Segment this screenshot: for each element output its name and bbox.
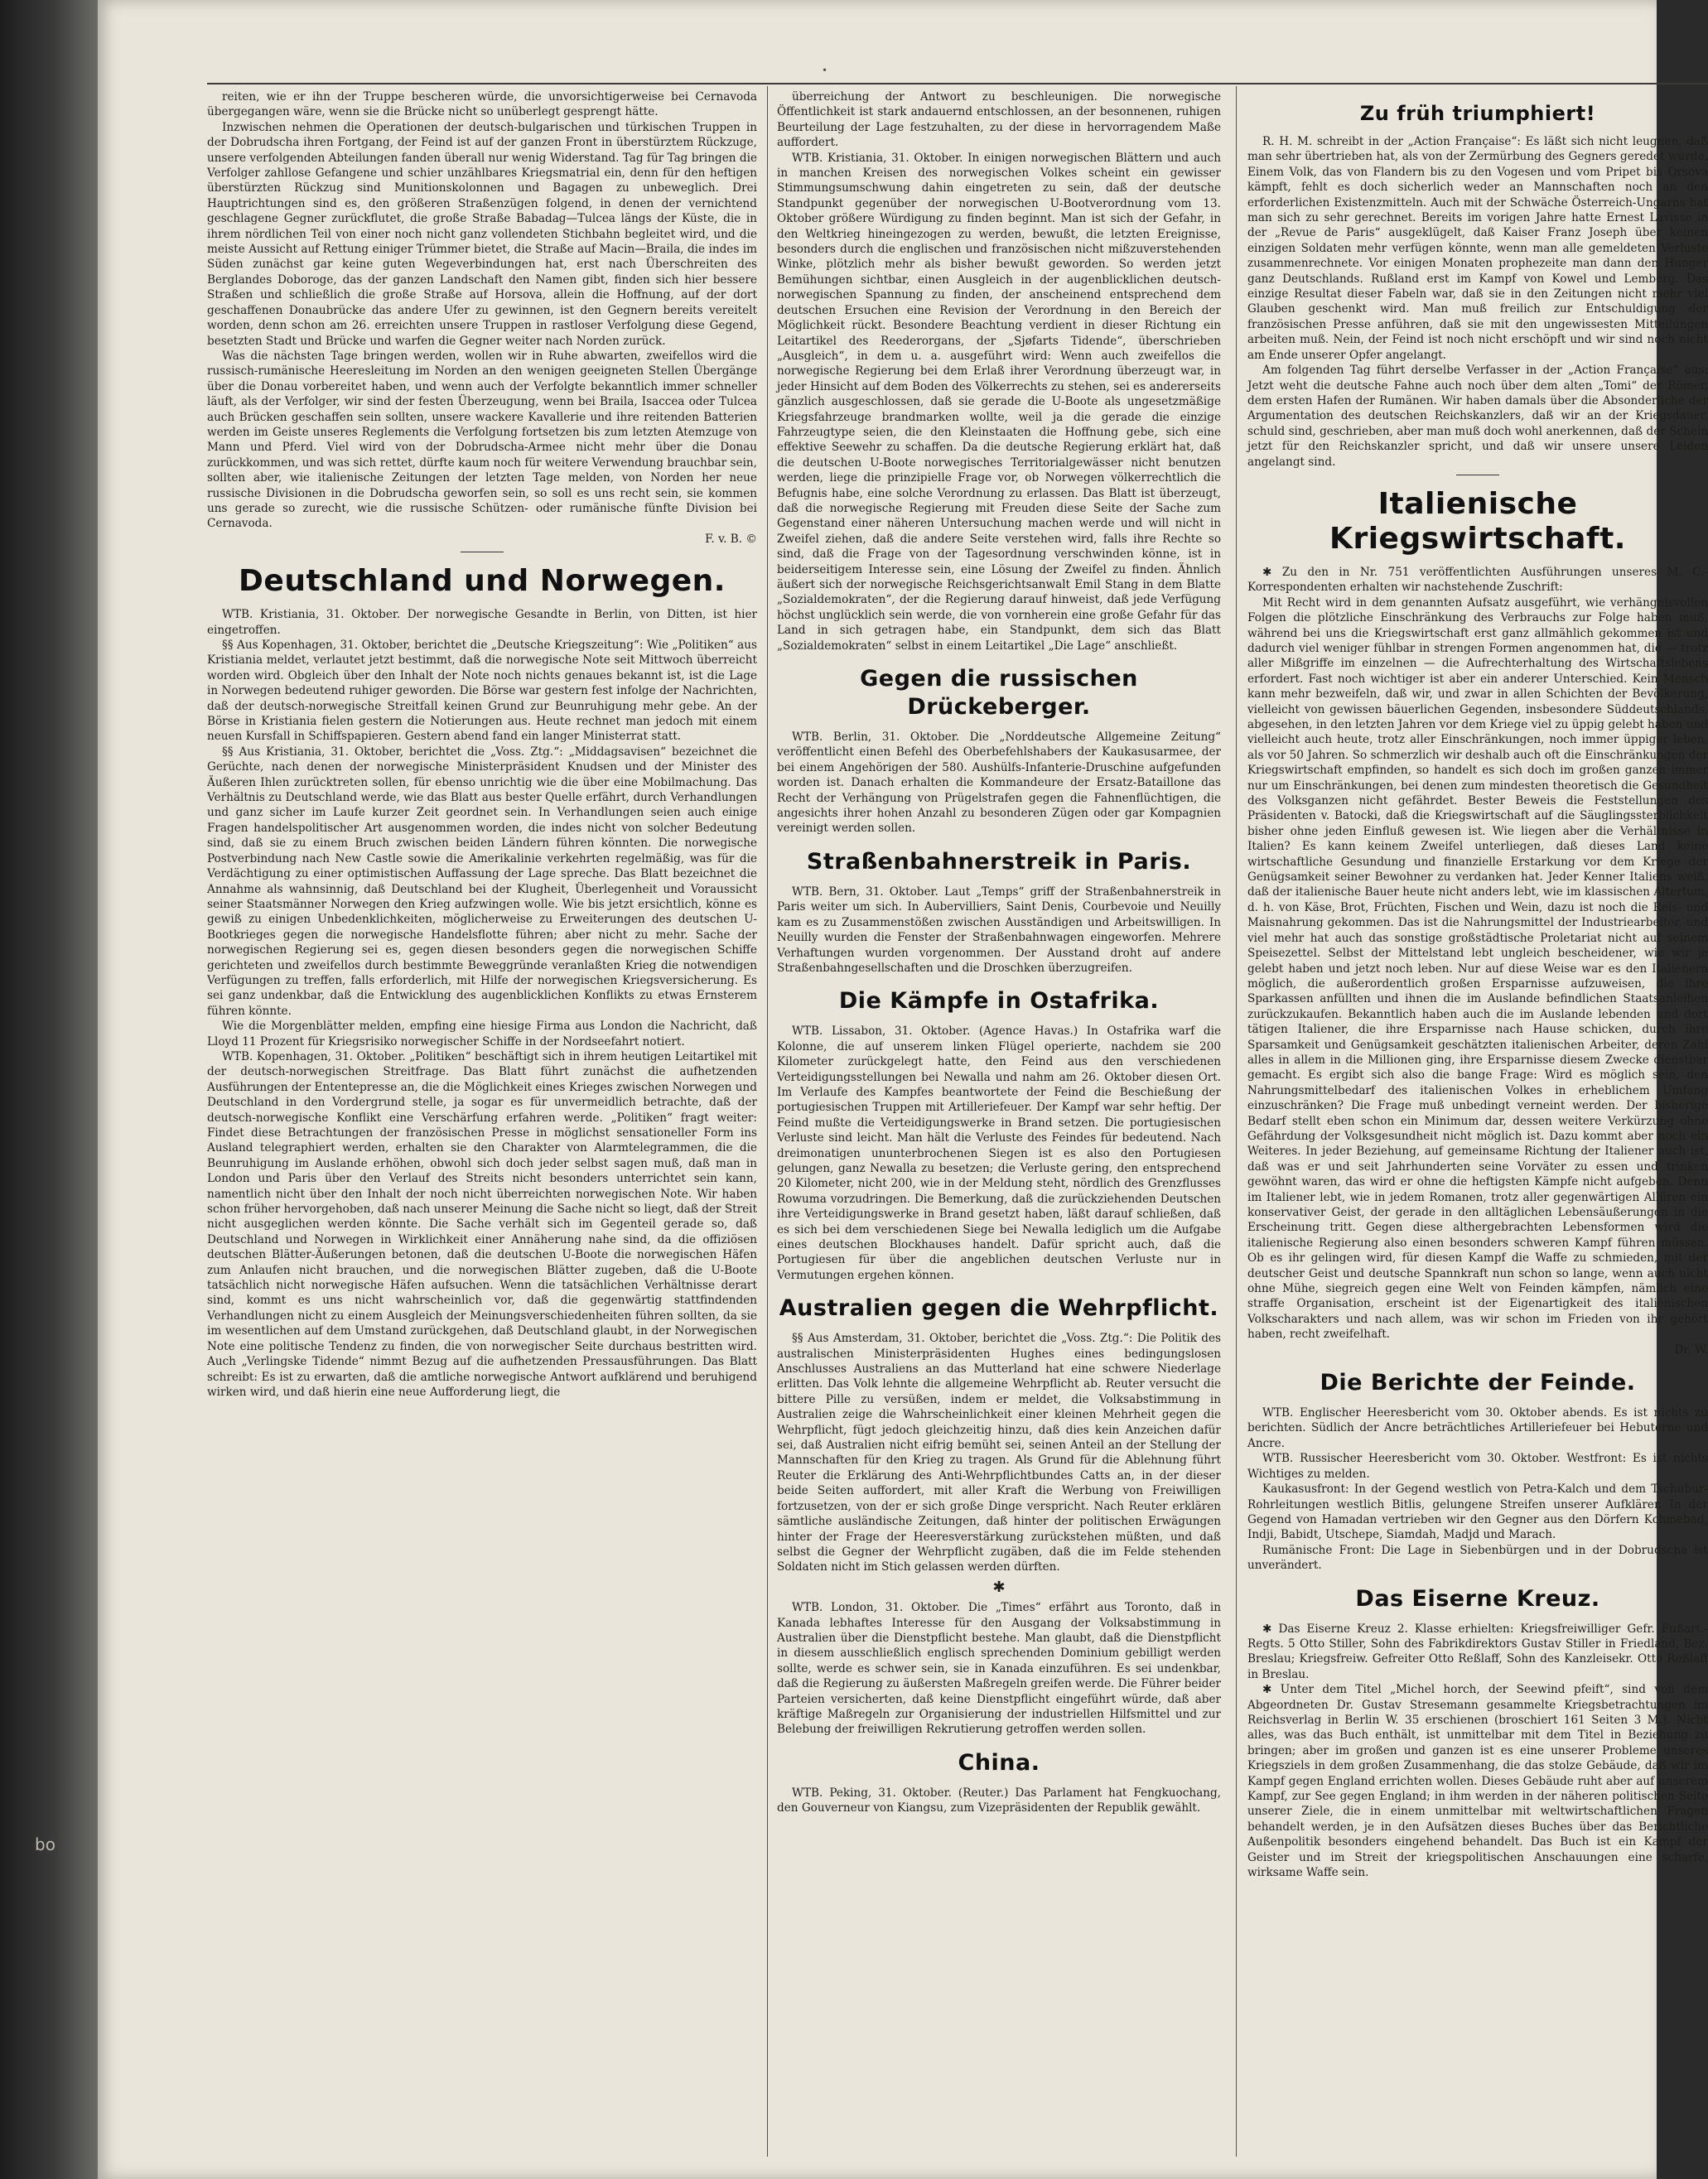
paragraph: WTB. Peking, 31. Oktober. (Reuter.) Das Parlament hat Fengkuochang, den Gouverneur von Kiangsu, zum Vizepräsidenten der Republik gewählt.	[777, 1786, 1221, 1815]
paragraph: WTB. Russischer Heeresbericht vom 30. Oktober. Westfront: Es ist nichts Wichtiges zu melden.	[1247, 1452, 1708, 1481]
headline: China.	[958, 1749, 1040, 1776]
headline: Zu früh triumphiert!	[1359, 102, 1596, 125]
star-separator-icon: ✱	[992, 1578, 1006, 1596]
paragraph: Mit Recht wird in dem genannten Aufsatz ausgeführt, wie verhängnisvollen Folgen die plötzliche Einschränkung des Verbrauchs zur Folge haben muß, während bei uns die Kriegswirtschaft erst ganz allmählich gekommen ist und dadurch viel weniger fühlbar in strengen Formen angenommen hat, die — trotz aller Mißgriffe im einzelnen — die Aufrechterhaltung des Wirtschaftslebens erfordert. Fast noch wichtiger ist aber ein anderer Unterschied. Kein Mensch kann mehr bezweifeln, daß wir, und zwar in allen Schichten der Bevölkerung, vielleicht von gewissen bäuerlichen Gegenden, insbesondere Süddeutschlands, abgesehen, in den letzten Jahren vor dem Kriege viel zu üppig gelebt haben und vielleicht auch heute, trotz aller Einschränkungen, noch immer üppiger leben, als vor 50 Jahren. So schmerzlich wir deshalb auch oft die Einschränkungen der Kriegswirtschaft empfinden, so handelt es sich doch im großen ganzen immer nur um Einschränkungen, bei denen zum mindesten theoretisch die Gesundheit des Volksganzen nicht gefährdet. Bester Beweis die Feststellungen des Präsidenten v. Batocki, daß die Kriegswirtschaft auf die Säuglingssterblichkeit bisher ohne jeden Einfluß gewesen ist. Wie liegen aber die Verhältnisse in Italien? Es kann keinem Zweifel unterliegen, daß dieses Land keine wirtschaftliche Gesundung und finanzielle Erstarkung vor dem Kriege der Genügsamkeit seiner Bewohner zu verdanken hat. Jeder Kenner Italiens weiß, daß der italienische Bauer heute nicht anders lebt, wie im klassischen Altertum, d. h. von Käse, Brot, Früchten, Fischen und Wein, dazu ist noch die Reis- und Maisnahrung gekommen. Das ist die Nahrungsmittel der Industriearbeiter, und viel mehr hat auch das sonstige großstädtische Proletariat nicht auf seinem Speisezettel. Selbst der Mittelstand lebt ungleich bescheidener, wie wir je gelebt haben und jetzt noch leben. Nur auf diese Weise war es den Italienern möglich, die außerordentlich großen Ersparnisse aufzuweisen, die ihre Sparkassen anfüllten und ihnen die im Auslande befindlichen Staatsanleihen zurückzukaufen. Bekanntlich haben auch die im Auslande lebenden und dort tätigen Italiener, die ihre Ersparnisse nach Hause schicken, durch ihre Sparsamkeit und Genügsamkeit geschätzten italienischen Arbeiter, deren Zahl alles in allem in die Millionen ging, ihre Ersparnisse diesem Zwecke dienstbar gemacht. Es ergibt sich also die bange Frage: Wird es möglich sein, den Nahrungsmittelbedarf des italienischen Volkes in erheblichem Umfang einzuschränken? Die Frage muß unbedingt verneint werden. Der bisherige Bedarf stellt eben schon ein Minimum dar, dessen weitere Verkürzung ohne Gefährdung der Volksgesundheit nicht möglich ist. Dazu kommt aber noch ein Weiteres. In jeder Beziehung, auf gemeinsame Richtung der Italiener auch ist, daß was er und seit Jahrhunderten seine Vorväter zu essen und trinken gewöhnt waren, das wird er ohne die heftigsten Kämpfe nicht aufgeben. Denn im Italiener lebt, wie in jedem Romanen, trotz aller gegenwärtigen Allüren ein konservativer Geist, der gerade in den alltäglichen Lebensäußerungen in die Erscheinung tritt. Gegen diese althergebrachten Lebensformen wird die italienische Regierung also einen besonders schweren Kampf führen müssen. Ob es ihr gelingen wird, für diesen Kampf die Waffe zu schmieden, mit der deutscher Geist und deutsche Spannkraft nun schon so lange, wenn auch nicht ohne Mühe, siegreich gegen eine Welt von Feinden kämpfen, nämlich eine straffe Organisation, erscheint ist der Eigenartigkeit des italienischen Volkscharakters und nach allem, was wir schon im Frieden von ihr gehört haben, recht zweifelhaft.	[1247, 595, 1708, 1342]
headline: Deutschland und Norwegen.	[239, 564, 726, 599]
paragraph: reiten, wie er ihn der Truppe bescheren würde, die unvorsichtigerweise bei Cernavoda übergegangen wäre, wenn sie die Brücke nicht so unüberlegt gesprengt hätte.	[207, 90, 757, 119]
headline: Straßenbahnerstreik in Paris.	[806, 848, 1192, 875]
signature: Dr. W.	[1674, 1343, 1708, 1357]
paragraph: §§ Aus Kopenhagen, 31. Oktober, berichtet die „Deutsche Kriegszeitung“: Wie „Politiken“ aus Kristiania meldet, verlautet jetzt bestimmt, daß die norwegische Note seit Mittwoch überreicht worden wird. Obgleich über den Inhalt der Note noch nichts genaues bekannt ist, ist die Lage in Norwegen bedeutend ruhiger geworden. Die Börse war gestern fest infolge der Nachrichten, daß der deutsch-norwegische Streitfall keinen Grund zur Beunruhigung mehr gebe. An der Börse in Kristiania fielen gestern die Notierungen aus. Heute rechnet man jedoch mit einem neuen Kursfall in Schiffspapieren. Gestern abend fand ein langer Ministerrat statt.	[207, 639, 757, 744]
paragraph: Rumänische Front: Die Lage in Siebenbürgen und in der Dobrudscha ist unverändert.	[1247, 1543, 1708, 1573]
newspaper-page	[98, 0, 1708, 2179]
paragraph: §§ Aus Amsterdam, 31. Oktober, berichtet die „Voss. Ztg.“: Die Politik des australischen Ministerpräsidenten Hughes eines bedingungslosen Anschlusses Australiens an das Mutterland hat eine schwere Niederlage erlitten. Das Volk lehnte die allgemeine Wehrpflicht ab. Reuter versucht die bittere Pille zu versüßen, indem er meldet, die Volksabstimmung in Australien zeige die Wahrscheinlichkeit einer kleinen Mehrheit gegen die Wehrpflicht, fügt jedoch gleichzeitig hinzu, daß dies kein Anzeichen dafür sei, daß Australien nicht eifrig bemüht sei, seinen Anteil an der Stellung der Mannschaften für den Krieg zu tragen. Als Grund für die Ablehnung führt Reuter die Erklärung des Anti-Wehrpflichtbundes Catts an, in der dieser beide Seiten auffordert, mit aller Kraft die Werbung von Freiwilligen fortzusetzen, von der er sich große Dinge verspricht. Nach Reuter erklären sämtliche ausländische Zeitungen, daß hinter der politischen Erwägungen hinter der Frage der Heeresverstärkung zurückstehen müßten, und daß selbst die Gegner der Wehrpflicht zugäben, daß die im Felde stehenden Soldaten nicht im Stich gelassen werden dürften.	[777, 1332, 1221, 1574]
column-2	[777, 89, 1221, 2160]
paragraph: ✱ Unter dem Titel „Michel horch, der Seewind pfeift“, sind von dem Abgeordneten Dr. Gustav Stresemann gesammelte Kriegsbetrachtungen im Reichsverlag in Berlin W. 35 erschienen (broschiert 161 Seiten 3 M.). Nicht alles, was das Buch enthält, ist unmittelbar mit dem Titel in Beziehung zu bringen; aber im großen und ganzen ist es eine unserer Probleme unseres Kriegsziels in dem großen Zusammenhang, die das stolze Gebäude, daß wir im Kampf gegen England errichten wollen. Dieses Gebäude ruht aber auf unserem Kampf, zur See gegen England; in ihm werden in der näheren politischen Seite unserer Ziele, die in einem unmittelbar mit weltwirtschaftlichen Fragen behandelt werden, je in den Aufsätzen dieses Buches über das Berichtliche Außenpolitik besonders eingehend behandelt. Das Buch ist ein Kampf der Geister und im Streit der kriegspolitischen Anschauungen eine scharfe, wirksame Waffe sein.	[1247, 1683, 1708, 1880]
paragraph: WTB. London, 31. Oktober. Die „Times“ erfährt aus Toronto, daß in Kanada lebhaftes Interesse für den Ausgang der Volksabstimmung in Australien über die Dienstpflicht bestehe. Man glaubt, daß die Dienstpflicht in diesem ausschließlich englisch sprechenden Dominium gebilligt werden sollte, werde es schwer sein, sie in Kanada einzuführen. Es sei undenkbar, daß die Regierung zu äußersten Maßregeln greifen werde. Die Führer beider Parteien versicherten, daß keine Dienstpflicht eingeführt würde, daß aber kräftige Maßregeln zur Organisierung der industriellen Hilfsmittel und zur Belebung der freiwilligen Rekrutierung getroffen werden sollen.	[777, 1601, 1221, 1737]
paragraph: WTB. Berlin, 31. Oktober. Die „Norddeutsche Allgemeine Zeitung“ veröffentlicht einen Befehl des Oberbefehlshabers der Kaukasusarmee, der bei einem Angehörigen der 580. Aushülfs-Infanterie-Druschine aufgefunden worden ist. Danach erhalten die Kommandeure der Ersatz-Bataillone das Recht der Verhängung von Prügelstrafen gegen die Fahnenflüchtigen, die angesichts ihrer hohen Anzahl zu besonderen Zügen oder gar Kompagnien vereinigt werden sollen.	[777, 730, 1221, 836]
paragraph: Inzwischen nehmen die Operationen der deutsch-bulgarischen und türkischen Truppen in der Dobrudscha ihren Fortgang, der Feind ist auf der ganzen Front in überstürztem Rückzuge, unsere verfolgenden Abteilungen fanden überall nur wenig Widerstand. Tag für Tag bringen die Verfolger zahllose Gefangene und schier unzählbares Kriegsmatrial ein, denn für den heftigen überstürzten Rückzug sind Munitionskolonnen und Bagagen zu unbeweglich. Drei Hauptrichtungen sind es, den größeren Straßenzügen folgend, in denen der vernichtend geschlagene Gegner zurückflutet, die große Straße Babadag—Tulcea längs der Küste, die in ihrem nördlichen Teil von einer noch nicht ganz vollendeten Stichbahn begleitet wird, und die meiste Aussicht auf Rettung einiger Trümmer bietet, die Straße auf Macin—Braila, die indes im Süden zunächst gar keine guten Wegeverbindungen hat, erst nach Überschreiten des Berglandes Doboroge, das der ganzen Landschaft den Namen gibt, finden sich hier bessere Straßen und schließlich die große Straße auf Horsova, allein die Hoffnung, auf der dort geschaffenen Donaubrücke das andere Ufer zu gewinnen, ist den Gegnern bereits vereitelt worden, denn schon am 26. erreichten unsere Truppen in rastloser Verfolgung diese Gegend, besetzten Stadt und Brücke und warfen die Gegner weiter nach Norden zurück.	[207, 120, 757, 348]
top-rule	[207, 83, 1708, 84]
headline: Die Kämpfe in Ostafrika.	[838, 988, 1160, 1015]
paragraph: §§ Aus Kristiania, 31. Oktober, berichtet die „Voss. Ztg.“: „Middagsavisen“ bezeichnet die Gerüchte, nach denen der norwegische Ministerpräsident Knudsen und der Minister des Äußeren Ihlen zurücktreten sollen, für ebenso unrichtig wie die über eine Mobilmachung. Das Verhältnis zu Deutschland werde, wie das Blatt aus bester Quelle erfährt, durch Verhandlungen und ganz sicher im Laufe kurzer Zeit geordnet sein. In Verhandlungen seien auch einige Fragen handelspolitischer Art ausgenommen worden, die indes nicht von solcher Bedeutung sind, daß sie zu einem Bruch zwischen beiden Ländern führen könnten. Die norwegische Postverbindung nach New Castle sowie die Amerikalinie verkehrten regelmäßig, was für die Verdächtigung zu einer optimistischen Auffassung der Lage spreche. Das Blatt bezeichnet die Annahme als wahnsinnig, daß Deutschland bei der Klugheit, Überlegenheit und Voraussicht seiner Staatsmänner Norwegen den Krieg aufzwingen wolle. Wie bis jetzt ersichtlich, könne es gewiß zu einigen Unbedenklichkeiten, möglicherweise zu Erweiterungen des deutschen U-Bootkrieges gegen die norwegische Handelsflotte führen; aber nicht zu mehr. Sache der norwegischen Regierung sei es, gegen diesen besonders gegen die norwegischen Schiffe gerichteten und zweifellos durch bestimmte Beweggründe veranlaßten Krieg die notwendigen Verfügungen zu treffen, falls erforderlich, mit Hilfe der norwegischen Kriegsversicherung. Es sei ganz undenkbar, daß die Entwicklung des augenblicklichen Konflikts zu etwas Ernsterem führen könnte.	[207, 745, 757, 1018]
headline: Die Berichte der Feinde.	[1320, 1370, 1636, 1396]
paragraph: WTB. Lissabon, 31. Oktober. (Agence Havas.) In Ostafrika warf die Kolonne, die auf unserem linken Flügel operierte, nachdem sie 200 Kilometer zurückgelegt hatte, den Feind aus den verschiedenen Verteidigungsstellungen bei Newalla und nahm am 26. Oktober diesen Ort. Im Verlaufe des Kampfes beantwortete der Feind die Beschießung der portugiesischen Truppen mit Artilleriefeuer. Der Kampf war sehr heftig. Der Feind mußte die Verteidigungswerke in Brand setzen. Die portugiesischen Verluste sind leicht. Man hält die Verluste des Feindes für bedeutend. Nach dreimonatigen ununterbrochenen Siegen ist es also den Portugiesen gelungen, ganz Newalla zu besetzen; die Verluste gering, den entsprechend 20 Kilometer, nicht 200, wie in der Meldung steht, nördlich des Grenzflusses Rowuma vorzudringen. Die Bemerkung, daß die zurückziehenden Deutschen ihre Verteidigungswerke in Brand gesetzt haben, läßt darauf schließen, daß es sich bei dem verschiedenen Siege bei Newalla lediglich um die Aufgabe eines deutschen Blockhauses handelt. Dafür spricht auch, daß die Portugiesen für über die angeblichen deutschen Verluste nur in Vermutungen ergehen können.	[777, 1024, 1221, 1282]
continuation-article	[777, 89, 1221, 653]
binding-mark: bo	[35, 1834, 55, 1854]
article-zu-frueh-triumphiert	[1247, 101, 1708, 475]
article-australien	[777, 1294, 1221, 1738]
paragraph: ✱ Das Eiserne Kreuz 2. Klasse erhielten: Kriegsfreiwilliger Gefr. Fußart.-Regts. 5 Otto Stiller, Sohn des Fabrikdirektors Gustav Stiller in Friedland, Bez. Breslau; Kriegsfreiw. Gefreiter Otto Reßlaff, Sohn des Kanzleisekr. Otto Reßlaff in Breslau.	[1247, 1622, 1708, 1681]
article-drueckeberger	[777, 665, 1221, 836]
paragraph: WTB. Kristiania, 31. Oktober. In einigen norwegischen Blättern und auch in manchen Kreisen des norwegischen Volkes scheint ein gewisser Stimmungsumschwung dahin eingetreten zu sein, daß der deutsche Standpunkt gegenüber der norwegischen U-Bootverordnung vom 13. Oktober größere Würdigung zu finden beginnt. Man ist sich der Gefahr, in den Weltkrieg hineingezogen zu werden, bewußt, die letzten Ereignisse, besonders durch die englischen und französischen nicht mißzuverstehenden Winke, plötzlich mehr als bisher bewußt geworden. So werden jetzt Bemühungen sichtbar, einen Ausgleich in der augenblicklichen deutsch-norwegischen Spannung zu finden, der anscheinend entsprechend dem deutschen Ersuchen eine Revision der Verordnung in den Bereich der Möglichkeit rückt. Besondere Beachtung verdient in dieser Richtung ein Leitartikel des Reederorgans, der „Sjøfarts Tidende“, überschrieben „Ausgleich“, in dem u. a. ausgeführt wird: Wenn auch zweifellos die norwegische Regierung bei dem Erlaß ihrer Verordnung überzeugt war, in jeder Hinsicht auf dem Boden des Völkerrechts zu stehen, sei es andererseits gänzlich ausgeschlossen, daß sie gerade die U-Boote als ungesetzmäßige Kriegsfahrzeuge brandmarken wollte, weil ja die gerade die einzige Fahrzeugtype seien, die den Kleinstaaten die Hoffnung gebe, sich eine effektive Seewehr zu schaffen. Da die deutsche Regierung erklärt hat, daß die deutschen U-Boote norwegisches Territorialgewässer nicht benutzen werden, liege die prinzipielle Frage vor, ob Norwegen völkerrechtlich die Befugnis habe, eine solche Verordnung zu erlassen. Das Blatt ist überzeugt, daß die norwegische Regierung mit Freuden diese Seite der Sache zum Gegenstand einer näheren Untersuchung machen werde und will nicht in Zweifel ziehen, daß die andere Seite verstehen wird, falls ihre Rechte so sind, daß die Frage von der Tagesordnung verschwinden könne, ist in beiderseitigem Interesse sein, eine Lösung der Zweifel zu finden. Ähnlich äußert sich der norwegische Reichsgerichtsanwalt Emil Stang in dem Blatte „Sozialdemokraten“, der die Regierung darauf hinweist, daß jede Verfügung höchst unglücklich sein werde, die von vornherein eine große Gefahr für das Land in sich getragen habe, ein Standpunkt, dem sich das Blatt „Sozialdemokraten“ selbst in einem Leitartikel „Die Lage“ anschließt.	[777, 151, 1221, 653]
paragraph: überreichung der Antwort zu beschleunigen. Die norwegische Öffentlichkeit ist stark andauernd entschlossen, an der besonnenen, ruhigen Beurteilung der Lage festzuhalten, zu der diese in hervorragendem Maße auffordert.	[777, 90, 1221, 150]
paragraph: WTB. Kopenhagen, 31. Oktober. „Politiken“ beschäftigt sich in ihrem heutigen Leitartikel mit der deutsch-norwegischen Streitfrage. Das Blatt führt zunächst die aufhetzenden Ausführungen der Ententepresse an, die die Möglichkeit eines Krieges zwischen Norwegen und Deutschland in den Vordergrund stelle, ja sogar es für unvermeidlich betrachte, daß der deutsch-norwegische Konflikt eine Verschärfung erfahren werde. „Politiken“ fragt weiter: Findet diese Betrachtungen der französischen Presse in möglichst sensationeller Form ins Ausland telegraphiert werden, erhalten sie den Charakter von Alarmtelegrammen, die die Beunruhigung im Auslande erhöhen, obwohl sich doch jeder selbst sagen muß, daß man in London und Paris über den Verlauf des Streits nicht besonders unterrichtet sein kann, namentlich nicht über den Inhalt der noch nicht überreichten norwegischen Note. Wir haben schon früher hervorgehoben, daß nach unserer Meinung die Sache nicht so liegt, daß der Streit nicht ausgeglichen werden könnte. Die Sache verhält sich im Gegenteil gerade so, daß Deutschland und Norwegen in Wirklichkeit einer Annäherung nahe sind, da die offiziösen deutschen Blätter-Äußerungen betonen, daß die deutschen U-Boote die norwegischen Häfen zum Anlaufen nicht brauchen, und die norwegischen Blätter zugeben, daß die U-Boote tatsächlich nicht norwegische Häfen aufsuchen. Wenn die tatsächlichen Verhältnisse derart sind, kommt es uns nicht wahrscheinlich vor, daß die gegenwärtig stattfindenden Verhandlungen nicht zu einem Ausgleich der Meinungsverschiedenheiten führen sollten, da sie im wesentlichen auf dem Umstand zurückgehen, daß Deutschland glaubt, in der Norwegischen Note eine politische Tendenz zu finden, die von norwegischer Seite durchaus bestritten wird. Auch „Verlingske Tidende“ nimmt Bezug auf die aufhetzenden Pressausführungen. Das Blatt schreibt: Es ist zu erwarten, daß die amtliche norwegische Antwort aufklärend und beruhigend wirken wird, und daß hierin eine neue Aufforderung liegt, die	[207, 1049, 757, 1399]
article-strassenbahnerstreik	[777, 848, 1221, 976]
article-italienische-kriegswirtschaft	[1247, 487, 1708, 1357]
paragraph: Am folgenden Tag führt derselbe Verfasser in der „Action Française“ aus: Jetzt weht die deutsche Fahne auch noch über dem alten „Tomi“ der Römer, dem ersten Hafen der Rumänen. Wir haben damals über die Absonderliche der Argumentation des deutschen Reichskanzlers, daß wir an der Kriegsdauer, schuld sind, geschrieben, aber man muß doch wohl anerkennen, daß der Schein jetzt für den Reichskanzler spricht, und daß wir unsere unsere Leiden angelangt sind.	[1247, 364, 1708, 469]
paragraph: R. H. M. schreibt in der „Action Française“: Es läßt sich nicht leugnen, daß man sehr übertrieben hat, als von der Zermürbung des Gegners geredet wurde. Einem Volk, das von Flandern bis zu den Vogesen und vom Pripet bis Orsova kämpft, fehlt es doch sicherlich weder an Mannschaften noch an den erforderlichen Existenzmitteln. Auch mit der Schwäche Österreich-Ungarns hat man sich zu sehr gerechnet. Bereits im vorigen Jahre hatte Ernest Lavisse in der „Revue de Paris“ ausgeklügelt, daß Kaiser Franz Joseph über keinen einzigen Soldaten mehr verfügen könnte, wenn man alle gemeldeten Verluste zusammenrechnete. Vor einigen Monaten prophezeite man dann den Hunger ganz Deutschlands. Rußland erst im Kampf von Kowel und Lemberg. Das einzige Resultat dieser Fabeln war, daß sie in den Zeitungen nicht mehr viel Glauben geschenkt wird. Man muß freilich zur Entschuldigung der französischen Presse anführen, daß sie mit den ungewissesten Mitteilungen arbeiten muß. Nein, der Feind ist noch nicht erschöpft und wir sind noch nicht am Ende unserer Opfer angelangt.	[1247, 135, 1708, 362]
headline: Australien gegen die Wehrpflicht.	[779, 1295, 1219, 1322]
column-rule-2	[1236, 86, 1237, 2157]
headline: Gegen die russischen Drückeberger.	[860, 666, 1138, 721]
article-china	[777, 1749, 1221, 1816]
article-ostafrika	[777, 987, 1221, 1283]
paragraph: ✱ Zu den in Nr. 751 veröffentlichten Ausführungen unseres M. C.-Korrespondenten erhalten wir nachstehende Zuschrift:	[1247, 565, 1708, 595]
paragraph: WTB. Bern, 31. Oktober. Laut „Temps“ griff der Straßenbahnerstreik in Paris weiter um sich. In Aubervilliers, Saint Denis, Courbevoie und Neuilly kam es zu Zusammenstößen zwischen Ausständigen und Arbeitswilligen. In Neuilly wurden die Fenster der Straßenbahnwagen eingeworfen. Mehrere Verhaftungen wurden vorgenommen. Der Ausstand droht auf andere Straßenbahngesellschaften und die Droschken überzugreifen.	[777, 885, 1221, 975]
paragraph: Was die nächsten Tage bringen werden, wollen wir in Ruhe abwarten, zweifellos wird die russisch-rumänische Heeresleitung im Norden an den wenigen geeigneten Stellen Übergänge über die Donau vorbereitet haben, und wenn auch der Verfolgte bekanntlich immer schneller läuft, als der Verfolger, wir sind der festen Überzeugung, wenn bei Braila, Isaccea oder Tulcea auch Brücken geschaffen sein sollten, unsere wackere Kavallerie und ihre reitenden Batterien werden im Geiste unseres Reglements die Verfolgung fortsetzen bis zum letzten Atemzuge von Mann und Pferd. Viel wird von der Dobrudscha-Armee nicht mehr über die Donau zurückkommen, und was sich rettet, dürfte kaum noch für weitere Verwendung brauchbar sein, sollten aber, wie italienische Zeitungen der letzten Tage melden, von Norden her neue russische Divisionen in die Dobrudscha geworfen sein, so soll es uns recht sein, sie kommen uns gerade so zurecht, wie die russische Schützen- oder rumänische fünfte Division bei Cernavoda.	[207, 349, 757, 531]
article-deutschland-norwegen	[207, 564, 757, 1400]
article-eiserne-kreuz	[1247, 1585, 1708, 1881]
column-rule-1	[767, 86, 768, 2157]
paragraph: Wie die Morgenblätter melden, empfing eine hiesige Firma aus London die Nachricht, daß Lloyd 11 Prozent für Kriegsrisiko norwegischer Schiffe in der Nordseefahrt notiert.	[207, 1020, 757, 1049]
article-berichte-der-feinde	[1247, 1369, 1708, 1573]
page-mark: •	[822, 65, 828, 76]
paragraph: Kaukasusfront: In der Gegend westlich von Petra-Kalch und dem Tschubur-Rohrleitungen westlich Bitlis, gelungene Streifen unserer Aufklärer. In der Gegend von Hamadan vertrieben wir den Gegner aus den Dörfern Kchmebad, Indji, Babidt, Utschepe, Siamdah, Madjd und Marach.	[1247, 1482, 1708, 1542]
signature: F. v. B. ©	[705, 532, 757, 546]
headline: Das Eiserne Kreuz.	[1355, 1585, 1600, 1612]
intro-article	[207, 89, 757, 552]
column-1	[207, 89, 757, 2160]
headline: Italienische Kriegswirtschaft.	[1329, 486, 1626, 556]
paragraph: WTB. Kristiania, 31. Oktober. Der norwegische Gesandte in Berlin, von Ditten, ist hier eingetroffen.	[207, 608, 757, 637]
column-3	[1247, 89, 1708, 2160]
paragraph: WTB. Englischer Heeresbericht vom 30. Oktober abends. Es ist nichts zu berichten. Südlich der Ancre beträchtliches Artilleriefeuer bei Hebuterne und Ancre.	[1247, 1406, 1708, 1450]
book-binding	[0, 0, 98, 2179]
